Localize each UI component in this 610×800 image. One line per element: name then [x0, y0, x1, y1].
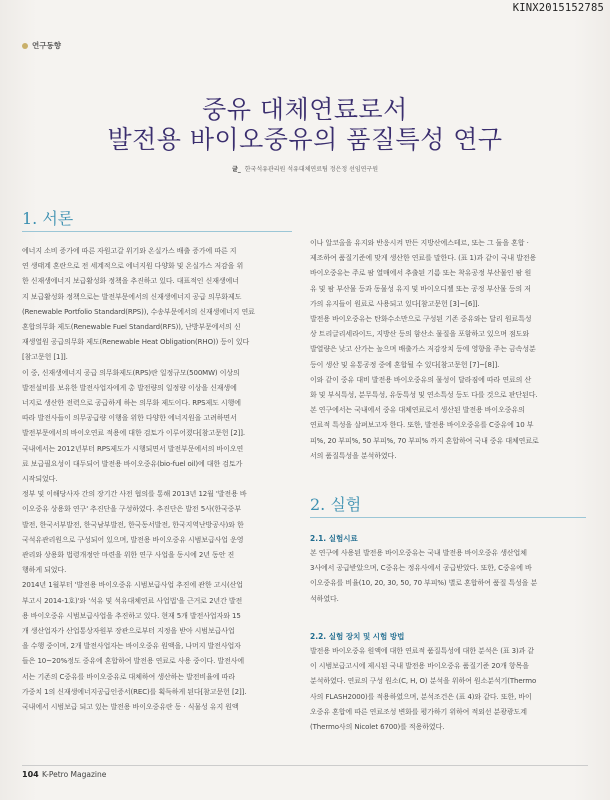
article-title-line-2: 발전용 바이오중유의 품질특성 연구 — [107, 125, 503, 154]
text-line: 이오중유를 비율(10, 20, 30, 50, 70 부피%) 별로 혼합하여 품질 특성을 분 — [310, 579, 538, 588]
samples-text — [310, 546, 588, 607]
author-prefix: 글_ — [231, 166, 241, 173]
text-line: 혼합의무화 제도(Renewable Fuel Standard(RFS)), 난방부문에서의 신 — [22, 323, 241, 332]
text-line: 서는 기존의 C중유를 바이오중유로 대체하여 생산하는 발전비율에 따라 — [22, 672, 235, 681]
document-id: KINX2015152785 — [512, 2, 604, 14]
text-line: 2014년 1월부터 '발전용 바이오중유 시범보급사업 추진에 관한 고시(산업 — [22, 581, 243, 590]
section-heading-experiment: 2. 실험 — [310, 495, 362, 514]
text-line: 정부 및 이해당사자 간의 장기간 사전 협의를 통해 2013년 12월 '발전용 바 — [22, 490, 247, 499]
text-line: 지 보급활성화 정책으로는 발전부문에서의 신재생에너지 공급 의무화제도 — [22, 292, 242, 301]
text-line: 행하게 되었다. — [22, 566, 67, 575]
text-line: 이나 알코올을 유지와 반응시켜 만든 지방산에스테르, 또는 그 둘을 혼합 · — [310, 239, 529, 247]
text-line: 발전용 바이오중유는 탄화수소만으로 구성된 기존 중유와는 달리 원료특성 — [310, 315, 532, 324]
text-line: 연 생태계 혼란으로 전 세계적으로 에너지원 다양화 및 온실가스 저감을 위 — [22, 262, 244, 271]
author-name: 한국석유관리원 석유대체연료팀 정은정 선임연구원 — [244, 166, 379, 173]
text-line: 부고시 2014-1호)'와 '석유 및 석유대체연료 사업법'을 근거로 2년간 발전 — [22, 596, 243, 605]
text-line: 발전설비를 보유한 발전사업자에게 총 발전량의 일정량 이상을 신재생에 — [22, 383, 237, 392]
text-line: 이 시범보급고시에 제시된 국내 발전용 바이오중유 품질기준 20개 항목을 — [310, 662, 529, 671]
text-line: 이 중, 신재생에너지 공급 의무화제도(RPS)란 일정규모(500MW) 이상의 — [22, 368, 240, 377]
text-line: 재생열원 공급의무화 제도(Renewable Heat Obligation(RHO)) 등이 있다 — [22, 338, 250, 347]
text-line: 발열량은 낮고 산가는 높으며 배출가스 저감장치 등에 영향을 주는 금속성분 — [310, 345, 536, 354]
text-line: 시작되었다. — [22, 475, 58, 484]
text-line: 이오중유 상용화 연구' 추진단을 구성하였다. 추진단은 발전 5사(한국중부 — [22, 505, 242, 514]
text-line: 국내에서 시범보급 되고 있는 발전용 바이오중유란 동 · 식물성 유지 원액 — [22, 703, 239, 712]
text-line: 분석하였다. 연료의 구성 원소(C, H, O) 분석을 위하여 원소분석기(Thermo — [310, 677, 537, 686]
text-line: 서의 품질특성을 분석하였다. — [310, 451, 397, 460]
subsection-heading-samples: 2.1. 실험시료 — [310, 534, 358, 543]
text-line: 국석유관리원으로 구성되어 있으며, 발전용 바이오중유 시범보급사업 운영 — [22, 535, 244, 544]
text-line: 본 연구에 사용된 발전용 바이오중유는 국내 발전용 바이오중유 생산업체 — [310, 549, 527, 557]
text-line: 들은 10~20%정도 중유에 혼합하여 발전용 연료로 사용 중이다. 발전사에 — [22, 657, 245, 666]
text-line: 등이 생산 및 유통공정 중에 혼합될 수 있다[참고문헌 [7]~[8]]. — [310, 360, 500, 369]
text-line: 사의 FLASH2000)를 적용하였으며, 분석조건은 (표 4)와 같다. 또한, 바이 — [310, 692, 532, 701]
text-line: 개 생산업자가 산업통상자원부 장관으로부터 지정을 받아 시범보급사업 — [22, 627, 235, 636]
text-line: 이와 같이 중유 대비 발전용 바이오중유의 물성이 달라짐에 따라 연료의 산 — [310, 375, 532, 384]
subsection-heading-methods: 2.2. 실험 장치 및 시험 방법 — [310, 632, 405, 641]
left-column-text — [22, 244, 298, 715]
section-tag — [22, 40, 61, 51]
text-line: 국내에서는 2012년부터 RPS제도가 시행되면서 발전부문에서의 바이오연 — [22, 444, 244, 453]
footer-divider — [22, 765, 588, 766]
text-line: 피%, 20 부피%, 50 부피%, 70 부피% 까지 혼합하여 국내 중유 대체연료로 — [310, 436, 539, 445]
text-line: (Thermo사의 Nicolet 6700)를 적용하였다. — [310, 723, 445, 732]
text-line: 따라 발전사들이 의무공급량 이행을 위한 다양한 에너지원을 고려하면서 — [22, 414, 237, 423]
right-column-text — [310, 236, 588, 464]
text-line: 유 및 팜 부산물 등과 동물성 유지 및 바이오디젤 또는 공정 부산물 등의 저 — [310, 284, 531, 293]
text-line: 오중유 혼합에 따른 연료조성 변화를 평가하기 위하여 적외선 분광광도계 — [310, 707, 527, 716]
section-tag-label: 연구동향 — [32, 41, 61, 50]
text-line: 발전, 한국서부발전, 한국남부발전, 한국동서발전, 한국지역난방공사)와 한 — [22, 520, 244, 529]
text-line: 석하였다. — [310, 594, 339, 603]
text-line: 료 보급필요성이 대두되어 발전용 바이오중유(bio-fuel oil)에 대한 검토가 — [22, 459, 243, 468]
text-line: 용 바이오중유 시범보급사업을 추진하고 있다. 현재 5개 발전사업자와 15 — [22, 611, 241, 620]
text-line: 발전용 바이오중유 원액에 대한 연료적 품질특성에 대한 분석은 (표 3)과 같 — [310, 647, 535, 655]
magazine-name: K-Petro Magazine — [42, 770, 107, 779]
text-line: (Renewable Portfolio Standard(RPS)), 수송부문에서의 신재생에너지 연료 — [22, 307, 255, 316]
text-line: [참고문헌 [1]]. — [22, 353, 68, 362]
text-line: 을 수행 중이며, 2개 발전사업자는 바이오중유 원액을, 나머지 발전사업자 — [22, 642, 241, 651]
section-divider — [22, 231, 292, 232]
page-number: 104 — [22, 770, 39, 779]
text-line: 바이오중유는 주로 팜 열매에서 추출된 기름 또는 착유공정 부산물인 팜 원 — [310, 269, 532, 278]
text-line: 너지로 생산한 전력으로 공급하게 하는 의무화 제도이다. RPS제도 시행에 — [22, 399, 241, 408]
text-line: 한 신재생에너지 보급활성화 정책을 추진하고 있다. 대표적인 신재생에너 — [22, 277, 239, 286]
text-line: 발전부문에서의 바이오연료 적용에 대한 검토가 이루어졌다[참고문헌 [2]]. — [22, 429, 245, 438]
text-line: 본 연구에서는 국내에서 중유 대체연료로서 생산된 발전용 바이오중유의 — [310, 406, 525, 415]
section-divider — [310, 517, 586, 518]
text-line: 연료적 특성을 살펴보고자 한다. 또한, 발전용 바이오중유를 C중유에 10 부 — [310, 421, 534, 430]
author-line — [0, 164, 610, 173]
text-line: 상 트리글리세라이드, 지방산 등의 함산소 물질을 포함하고 있으며 점도와 — [310, 330, 529, 339]
text-line: 가의 유지들이 원료로 사용되고 있다[참고문헌 [3]~[6]]. — [310, 299, 480, 308]
text-line: 제조하여 품질기준에 맞게 생산한 연료를 말한다. (표 1)과 같이 국내 발전용 — [310, 254, 537, 263]
article-title-line-1: 중유 대체연료로서 — [202, 95, 408, 124]
text-line: 가중치 1의 신재생에너지공급인증서(REC)를 획득하게 된다[참고문헌 [2]]. — [22, 687, 247, 696]
section-heading-introduction: 1. 서론 — [22, 209, 74, 228]
bullet-dot-icon — [22, 43, 28, 49]
text-line: 에너지 소비 증가에 따른 자원고갈 위기와 온실가스 배출 증가에 따른 지 — [22, 247, 237, 255]
text-line: 3사에서 공급받았으며, C중유는 정유사에서 공급받았다. 또한, C중유에 바 — [310, 564, 532, 573]
text-line: 화 및 부식특성, 분무특성, 유동특성 및 연소특성 등도 다를 것으로 판단된다. — [310, 391, 538, 400]
methods-text — [310, 644, 588, 735]
text-line: 관리와 상용화 법령개정안 마련을 위한 연구 사업을 동시에 2년 동안 진 — [22, 551, 235, 560]
